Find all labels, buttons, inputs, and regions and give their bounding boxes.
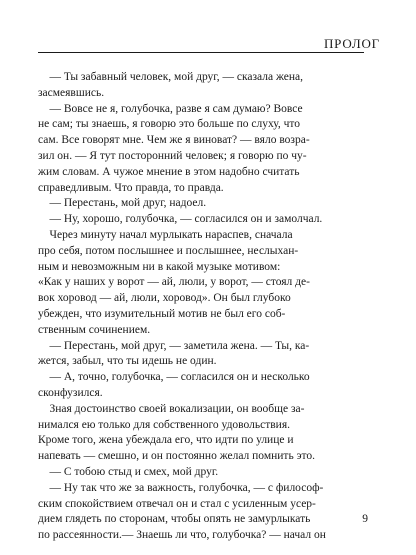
text-line: жется, забыл, что ты идешь не один. xyxy=(38,355,217,368)
text-line: ским спокойствием отвечал он и стал с усиленным усер- xyxy=(38,497,316,510)
text-line: Зная достоинство своей вокализации, он вообще за- xyxy=(38,402,305,415)
text-line: — С тобою стыд и смех, мой друг. xyxy=(38,465,219,478)
text-line: — Перестань, мой друг, надоел. xyxy=(38,197,207,210)
text-line: нимался ею только для собственного удовольствия. xyxy=(38,418,290,431)
text-line: не сам; ты знаешь, я говорю это больше по слуху, что xyxy=(38,118,301,131)
body-text xyxy=(38,70,364,544)
text-line: ным и невозможным ни в какой музыке мотивом: xyxy=(38,260,281,273)
text-line: Кроме того, жена убеждала его, что идти по улице и xyxy=(38,434,294,447)
text-line: зил он. — Я тут посторонний человек; я говорю по чу- xyxy=(38,149,307,162)
header-divider xyxy=(38,52,364,53)
text-line: ственным сочинением. xyxy=(38,323,151,336)
text-line: — Ну, хорошо, голубочка, — согласился он и замолчал. xyxy=(38,213,323,226)
text-line: — Ты забавный человек, мой друг, — сказала жена, xyxy=(38,71,303,83)
text-line: — Вовсе не я, голубочка, разве я сам думаю? Вовсе xyxy=(38,102,303,115)
text-line: напевать — смешно, и он постоянно желал помнить это. xyxy=(38,450,316,463)
text-line: жим словам. А чужое мнение в этом надобно считать xyxy=(38,165,300,178)
text-line: сконфузился. xyxy=(38,386,103,399)
text-line: сам. Все говорят мне. Чем же я виноват? — вяло возра- xyxy=(38,134,310,147)
text-line: убежден, что изумительный мотив не был его соб- xyxy=(38,307,286,320)
text-line: по рассеянности.— Знаешь ли что, голубочка? — начал он xyxy=(38,529,326,542)
text-line: засмеявшись. xyxy=(38,86,105,99)
page-number: 9 xyxy=(362,513,368,525)
text-line: — Ну так что же за важность, голубочка, — с философ- xyxy=(38,481,324,494)
text-line: вок хоровод — ай, люли, хоровод». Он был глубоко xyxy=(38,292,291,305)
text-line: Через минуту начал мурлыкать нараспев, сначала xyxy=(38,228,293,241)
text-line: «Как у наших у ворот — ай, люли, у ворот, — стоял де- xyxy=(38,276,310,289)
text-line: — Перестань, мой друг, — заметила жена. — Ты, ка- xyxy=(38,339,310,352)
running-header-title: ПРОЛОГ xyxy=(323,36,380,51)
text-line: про себя, потом послышнее и послышнее, неслыхан- xyxy=(38,244,299,257)
text-line: дием глядеть по сторонам, чтобы опять не замурлыкать xyxy=(38,513,311,526)
text-line: — А, точно, голубочка, — согласился он и несколько xyxy=(38,371,310,384)
text-line: справедливым. Что правда, то правда. xyxy=(38,181,224,194)
